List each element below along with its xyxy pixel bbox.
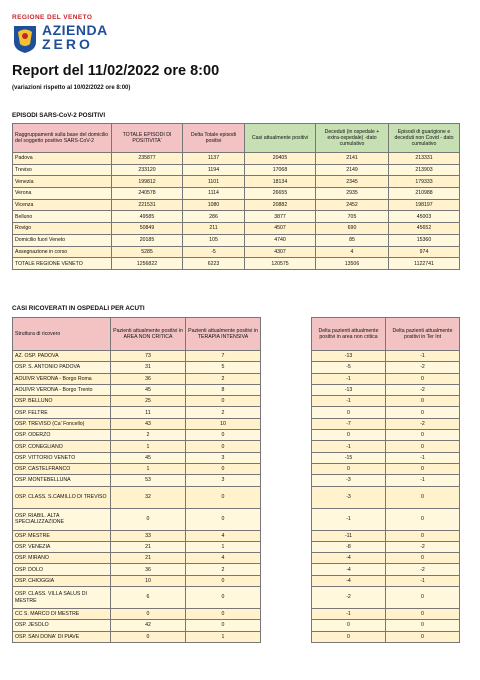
structure-name: OSP. CONEGLIANO [13,441,111,452]
non-critical-value: 42 [111,620,186,631]
delta-non-critical-value: -1 [312,373,386,384]
intensive-value: 0 [186,430,261,441]
cell-value: 1137 [183,153,245,165]
table-row [13,475,261,486]
structure-name: OSP. CHIOGGIA [13,575,111,586]
episodi-header-row [13,124,460,153]
table-row [312,609,460,620]
delta-intensive-value: -2 [386,564,460,575]
delta-intensive-value: 0 [386,609,460,620]
delta-intensive-value: 0 [386,430,460,441]
non-critical-value: 36 [111,373,186,384]
intensive-value: 4 [186,530,261,541]
intensive-value: 1 [186,541,261,552]
non-critical-value: 10 [111,575,186,586]
delta-intensive-value: 0 [386,631,460,642]
cell-value: 6223 [183,258,245,270]
intensive-value: 0 [186,486,261,508]
intensive-value: 0 [186,587,261,609]
delta-intensive-value: -2 [386,362,460,373]
delta-non-critical-value: -11 [312,530,386,541]
structure-name: OSP. MESTRE [13,530,111,541]
col-header-delta-intensive: Delta pazienti attualmente positivi in Ter Int [386,318,460,351]
delta-non-critical-value: 0 [312,620,386,631]
delta-intensive-value: 0 [386,587,460,609]
delta-non-critical-value: -8 [312,541,386,552]
cell-value: 85 [316,234,389,246]
cell-value: 1256822 [112,258,183,270]
delta-non-critical-value: -1 [312,441,386,452]
table-row [312,486,460,508]
table-row [13,211,460,223]
delta-intensive-value: 0 [386,530,460,541]
delta-intensive-value: 0 [386,407,460,418]
structure-name: OSP. CLASS. VILLA SALUS DI MESTRE [13,587,111,609]
table-row [312,463,460,474]
table-row [13,223,460,235]
intensive-value: 3 [186,452,261,463]
table-row [13,351,261,362]
intensive-value: 0 [186,609,261,620]
non-critical-value: 0 [111,609,186,620]
non-critical-value: 21 [111,541,186,552]
delta-intensive-value: 0 [386,441,460,452]
table-row [13,234,460,246]
table-row [312,553,460,564]
delta-non-critical-value: -4 [312,575,386,586]
structure-name: OSP. JESOLO [13,620,111,631]
structure-name: OSP. CLASS. S.CAMILLO DI TREVISO [13,486,111,508]
cell-value: 2345 [316,176,389,188]
cell-value: 4 [316,246,389,258]
logo-azienda: AZIENDA [42,22,108,38]
cell-value: 15360 [389,234,460,246]
delta-intensive-value: -2 [386,541,460,552]
structure-name: OSP. TREVISO (Ca' Foncello) [13,418,111,429]
cell-value: -5 [183,246,245,258]
col-header-structure: Struttura di ricovero [13,318,111,351]
delta-non-critical-value: -3 [312,475,386,486]
structure-name: OSP. RIABIL. ALTA SPECIALIZZAZIONE [13,508,111,530]
non-critical-value: 43 [111,418,186,429]
intensive-value: 0 [186,463,261,474]
cell-value: 1114 [183,188,245,200]
col-header-intensive: Pazienti attualmente positivi in TERAPIA INTENSIVA [186,318,261,351]
cell-value: 20405 [245,153,316,165]
table-row [13,164,460,176]
cell-value: 1101 [183,176,245,188]
report-title: Report del 11/02/2022 ore 8:00 [12,63,220,79]
table-row [13,452,261,463]
non-critical-value: 1 [111,463,186,474]
non-critical-value: 45 [111,384,186,395]
cell-value: 690 [316,223,389,235]
cell-value: 179333 [389,176,460,188]
table-row [312,441,460,452]
structure-name: AOUIVR VERONA - Borgo Roma [13,373,111,384]
table-row [13,564,261,575]
intensive-value: 5 [186,362,261,373]
delta-ricoverati-table [311,317,460,643]
delta-intensive-value: 0 [386,373,460,384]
structure-name: OSP. DOLO [13,564,111,575]
structure-name: OSP. VITTORIO VENETO [13,452,111,463]
col-header-deceased: Deceduti (in ospedale + extra-ospedale) -dato cumulativo [316,124,389,153]
ricoverati-header-row [13,318,261,351]
intensive-value: 7 [186,351,261,362]
table-row [13,246,460,258]
cell-value: 26655 [245,188,316,200]
table-row [312,351,460,362]
delta-intensive-value: 0 [386,553,460,564]
col-header-recovered: Episodi di guarigione e deceduti non Covid - dato cumulativo [389,124,460,153]
cell-value: 213903 [389,164,460,176]
delta-non-critical-value: 0 [312,463,386,474]
lion-emblem-icon [12,24,38,54]
table-row [13,441,261,452]
cell-value: 120575 [245,258,316,270]
table-row [13,575,261,586]
cell-value: 45652 [389,223,460,235]
cell-value: 5285 [112,246,183,258]
cell-value: 20185 [112,234,183,246]
non-critical-value: 36 [111,564,186,575]
table-row [13,373,261,384]
row-label: Venezia [13,176,112,188]
delta-non-critical-value: -15 [312,452,386,463]
table-row [312,396,460,407]
intensive-value: 2 [186,373,261,384]
cell-value: 974 [389,246,460,258]
cell-value: 18134 [245,176,316,188]
delta-non-critical-value: -4 [312,564,386,575]
cell-value: 3877 [245,211,316,223]
intensive-value: 8 [186,384,261,395]
table-row [13,587,261,609]
non-critical-value: 1 [111,441,186,452]
delta-intensive-value: 0 [386,396,460,407]
table-row [13,418,261,429]
row-label: Belluno [13,211,112,223]
cell-value: 2452 [316,199,389,211]
azienda-zero-logo [12,14,132,58]
cell-value: 20882 [245,199,316,211]
cell-value: 50849 [112,223,183,235]
table-row [13,553,261,564]
table-row [312,452,460,463]
table-row [13,199,460,211]
structure-name: OSP. ODERZO [13,430,111,441]
table-row [312,407,460,418]
cell-value: 221531 [112,199,183,211]
intensive-value: 0 [186,441,261,452]
cell-value: 2141 [316,153,389,165]
col-header-group: Raggruppamenti sulla base del domicilio del soggetto positivo SARS-CoV-2 [13,124,112,153]
table-row [312,564,460,575]
table-row [312,587,460,609]
table-row [312,475,460,486]
structure-name: OSP. VENEZIA [13,541,111,552]
table-row [13,631,261,642]
cell-value: 1122741 [389,258,460,270]
cell-value: 233120 [112,164,183,176]
structure-name: OSP. BELLUNO [13,396,111,407]
table-row [13,396,261,407]
row-label: Domicilio fuori Veneto [13,234,112,246]
table-row [312,384,460,395]
table-row [13,153,460,165]
delta-intensive-value: 0 [386,508,460,530]
delta-intensive-value: -1 [386,452,460,463]
non-critical-value: 32 [111,486,186,508]
non-critical-value: 11 [111,407,186,418]
cell-value: 4307 [245,246,316,258]
cell-value: 286 [183,211,245,223]
region-label: REGIONE DEL VENETO [12,14,93,21]
delta-non-critical-value: -1 [312,396,386,407]
table-row [13,176,460,188]
row-label: TOTALE REGIONE VENETO [13,258,112,270]
intensive-value: 0 [186,620,261,631]
cell-value: 198197 [389,199,460,211]
cell-value: 45003 [389,211,460,223]
delta-intensive-value: -1 [386,475,460,486]
table-row [312,373,460,384]
delta-non-critical-value: 0 [312,430,386,441]
delta-non-critical-value: -13 [312,384,386,395]
non-critical-value: 31 [111,362,186,373]
table-row [312,631,460,642]
table-row [13,530,261,541]
row-label: Assegnazione in corso [13,246,112,258]
delta-non-critical-value: -1 [312,609,386,620]
table-row [312,362,460,373]
structure-name: OSP. SAN DONA' DI PIAVE [13,631,111,642]
non-critical-value: 45 [111,452,186,463]
table-row [312,418,460,429]
table-row [13,188,460,200]
cell-value: 2149 [316,164,389,176]
cell-value: 49585 [112,211,183,223]
cell-value: 1080 [183,199,245,211]
col-header-total: TOTALE EPISODI DI POSITIVITA' [112,124,183,153]
structure-name: OSP. CASTELFRANCO [13,463,111,474]
delta-non-critical-value: -5 [312,362,386,373]
table-row [13,384,261,395]
intensive-value: 0 [186,575,261,586]
delta-non-critical-value: 0 [312,407,386,418]
table-row [312,541,460,552]
intensive-value: 2 [186,564,261,575]
delta-intensive-value: -1 [386,351,460,362]
table-row [312,508,460,530]
cell-value: 240578 [112,188,183,200]
delta-non-critical-value: -1 [312,508,386,530]
section-episodi-title: EPISODI SARS-CoV-2 POSITIVI [12,112,106,119]
table-row [13,407,261,418]
col-header-current: Casi attualmente positivi [245,124,316,153]
table-row [13,430,261,441]
cell-value: 211 [183,223,245,235]
table-row [13,620,261,631]
non-critical-value: 2 [111,430,186,441]
row-label: Verona [13,188,112,200]
structure-name: AZ. OSP. PADOVA [13,351,111,362]
row-label: Vicenza [13,199,112,211]
logo-zero: ZERO [42,36,93,52]
cell-value: 2935 [316,188,389,200]
intensive-value: 3 [186,475,261,486]
intensive-value: 1 [186,631,261,642]
delta-non-critical-value: -3 [312,486,386,508]
intensive-value: 0 [186,508,261,530]
delta-intensive-value: 0 [386,486,460,508]
cell-value: 17068 [245,164,316,176]
structure-name: CC S. MARCO DI MESTRE [13,609,111,620]
table-row [312,575,460,586]
row-label: Treviso [13,164,112,176]
table-row [312,620,460,631]
row-label: Rovigo [13,223,112,235]
structure-name: OSP. FELTRE [13,407,111,418]
non-critical-value: 25 [111,396,186,407]
non-critical-value: 53 [111,475,186,486]
delta-intensive-value: -1 [386,575,460,586]
structure-name: OSP. MIRANO [13,553,111,564]
col-header-non-critical: Pazienti attualmente positivi in AREA NON CRITICA [111,318,186,351]
delta-non-critical-value: -2 [312,587,386,609]
report-subtitle: (variazioni rispetto al 10/02/2022 ore 8:00) [12,85,131,91]
table-row [13,362,261,373]
intensive-value: 4 [186,553,261,564]
cell-value: 705 [316,211,389,223]
cell-value: 199812 [112,176,183,188]
delta-non-critical-value: 0 [312,631,386,642]
intensive-value: 2 [186,407,261,418]
ricoverati-table [12,317,261,643]
delta-intensive-value: 0 [386,620,460,631]
intensive-value: 10 [186,418,261,429]
row-label: Padova [13,153,112,165]
col-header-delta-non-critical: Delta pazienti attualmente positivi in area non critica [312,318,386,351]
cell-value: 1194 [183,164,245,176]
table-row [13,463,261,474]
delta-non-critical-value: -4 [312,553,386,564]
col-header-delta: Delta Totale episodi positivi [183,124,245,153]
delta-intensive-value: -2 [386,418,460,429]
cell-value: 13506 [316,258,389,270]
delta-non-critical-value: -7 [312,418,386,429]
cell-value: 235877 [112,153,183,165]
cell-value: 4740 [245,234,316,246]
non-critical-value: 21 [111,553,186,564]
table-row [13,541,261,552]
non-critical-value: 73 [111,351,186,362]
cell-value: 4507 [245,223,316,235]
section-ricoverati-title: CASI RICOVERATI IN OSPEDALI PER ACUTI [12,305,145,312]
cell-value: 213331 [389,153,460,165]
table-row [312,530,460,541]
table-row [13,609,261,620]
non-critical-value: 0 [111,631,186,642]
intensive-value: 0 [186,396,261,407]
structure-name: OSP. S. ANTONIO PADOVA [13,362,111,373]
structure-name: AOUIVR VERONA - Borgo Trento [13,384,111,395]
cell-value: 105 [183,234,245,246]
cell-value: 210988 [389,188,460,200]
delta-intensive-value: -2 [386,384,460,395]
total-row [13,258,460,270]
delta-non-critical-value: -13 [312,351,386,362]
non-critical-value: 6 [111,587,186,609]
episodi-table [12,123,460,270]
table-row [312,430,460,441]
non-critical-value: 33 [111,530,186,541]
delta-intensive-value: 0 [386,463,460,474]
delta-header-row [312,318,460,351]
table-row [13,508,261,530]
table-row [13,486,261,508]
non-critical-value: 0 [111,508,186,530]
structure-name: OSP. MONTEBELLUNA [13,475,111,486]
